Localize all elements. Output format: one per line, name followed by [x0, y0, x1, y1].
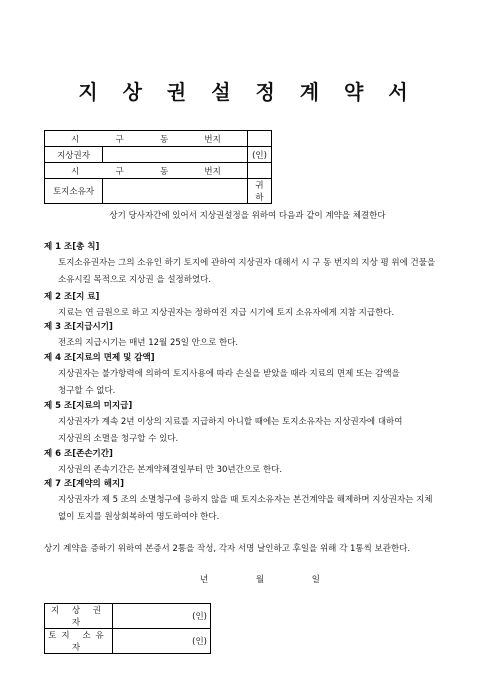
addr-dong: 동: [159, 134, 169, 145]
addr-gu: 구: [115, 134, 124, 145]
owner-seal: 귀 하: [248, 179, 272, 204]
addr-bunji: 번지: [204, 134, 221, 145]
addr-bunji: 번지: [204, 166, 221, 177]
article-heading: 제 5 조[지료의 미지급]: [44, 401, 133, 411]
signature-row-holder: [45, 604, 211, 629]
article-2: [44, 290, 474, 322]
article-line: 없이 토지를 원상회복하여 명도하여야 한다.: [58, 512, 220, 522]
article-heading: 제 6 조[존손기간]: [44, 449, 113, 459]
holder-address-cell: [45, 131, 248, 147]
addr-dong: 동: [159, 166, 169, 177]
article-heading: 제 4 조[지료의 면제 및 감액]: [44, 353, 155, 363]
article-1: [44, 240, 474, 289]
empty-cell: [248, 163, 272, 179]
holder-seal: (인): [248, 147, 272, 163]
article-6: [44, 447, 474, 479]
intro-text: 상기 당사자간에 있어서 지상권설정을 위하여 다음과 같이 계약을 체결한다: [109, 211, 386, 221]
article-line: 지상권자가 제 5 조의 소멸청구에 응하지 않을 때 토지소유자는 본건계약을 해제하며 지상권자는 지체: [58, 495, 433, 505]
article-line: 지료는 연 금원으로 하고 지상권자는 정하여진 지급 시기에 토지 소유자에게 지참 지급한다.: [58, 308, 395, 318]
article-line: 소유시킬 목적으로 지상권 을 설정하였다.: [58, 275, 212, 285]
signature-holder-label: 지 상 권 자: [45, 604, 113, 629]
signature-owner-label: 토지 소유자: [45, 629, 113, 654]
closing-text: 상기 계약을 증하기 위하여 본증서 2통을 작성, 각자 서명 날인하고 후일을 위해 각 1통씩 보관한다.: [44, 544, 411, 554]
addr-si: 시: [71, 134, 80, 145]
holder-name-field[interactable]: [103, 147, 248, 163]
signature-row-owner: [45, 629, 211, 654]
signature-table: [44, 603, 211, 654]
article-5: [44, 399, 474, 448]
holder-name-row: [45, 147, 272, 163]
date-day: 일: [311, 575, 320, 585]
owner-name-row: [45, 179, 272, 204]
article-heading: 제 3 조[지급시기]: [44, 322, 113, 332]
owner-label: 토지소유자: [45, 179, 103, 204]
owner-address-row: [45, 163, 272, 179]
article-line: 청구할 수 없다.: [58, 386, 116, 396]
article-line: 전조의 지급시기는 매년 12월 25일 안으로 한다.: [58, 338, 239, 348]
signature-owner-seal[interactable]: (인): [113, 629, 211, 654]
empty-cell: [248, 131, 272, 147]
holder-label: 지상권자: [45, 147, 103, 163]
article-line: 토지소유권자는 그의 소유인 하기 토지에 관하여 지상권자 대해서 시 구 동 번지의 지상 평 위에 건물을: [58, 258, 436, 268]
date-month: 월: [255, 575, 265, 585]
article-line: 지상권자는 불가항력에 의하여 토지사용에 따라 손실을 받았을 때라 지료의 면제 또는 감액을: [58, 369, 400, 379]
holder-address-row: [45, 131, 272, 147]
article-heading: 제 2 조[지 료]: [44, 292, 100, 302]
article-heading: 제 7 조[계약의 해지]: [44, 479, 125, 489]
owner-address-cell: [45, 163, 248, 179]
addr-si: 시: [71, 166, 80, 177]
article-heading: 제 1 조[총 칙]: [44, 242, 100, 252]
addr-gu: 구: [115, 166, 124, 177]
parties-table: [44, 130, 272, 204]
signature-holder-seal[interactable]: (인): [113, 604, 211, 629]
article-line: 지상권자가 계속 2년 이상의 지료를 지급하지 아니할 때에는 토지소유자는 지상권자에 대하여: [58, 417, 403, 427]
article-line: 지상권의 소멸을 청구할 수 있다.: [58, 434, 179, 444]
article-4: [44, 351, 474, 400]
contract-date: [200, 573, 320, 585]
article-7: [44, 477, 474, 526]
document-title: 지 상 권 설 정 계 약 서: [78, 80, 417, 104]
article-line: 지상권의 존속기간은 본계약체결일부터 만 30년간으로 한다.: [58, 465, 283, 475]
owner-name-field[interactable]: [103, 179, 248, 204]
article-3: [44, 320, 474, 352]
date-year: 년: [200, 575, 209, 585]
